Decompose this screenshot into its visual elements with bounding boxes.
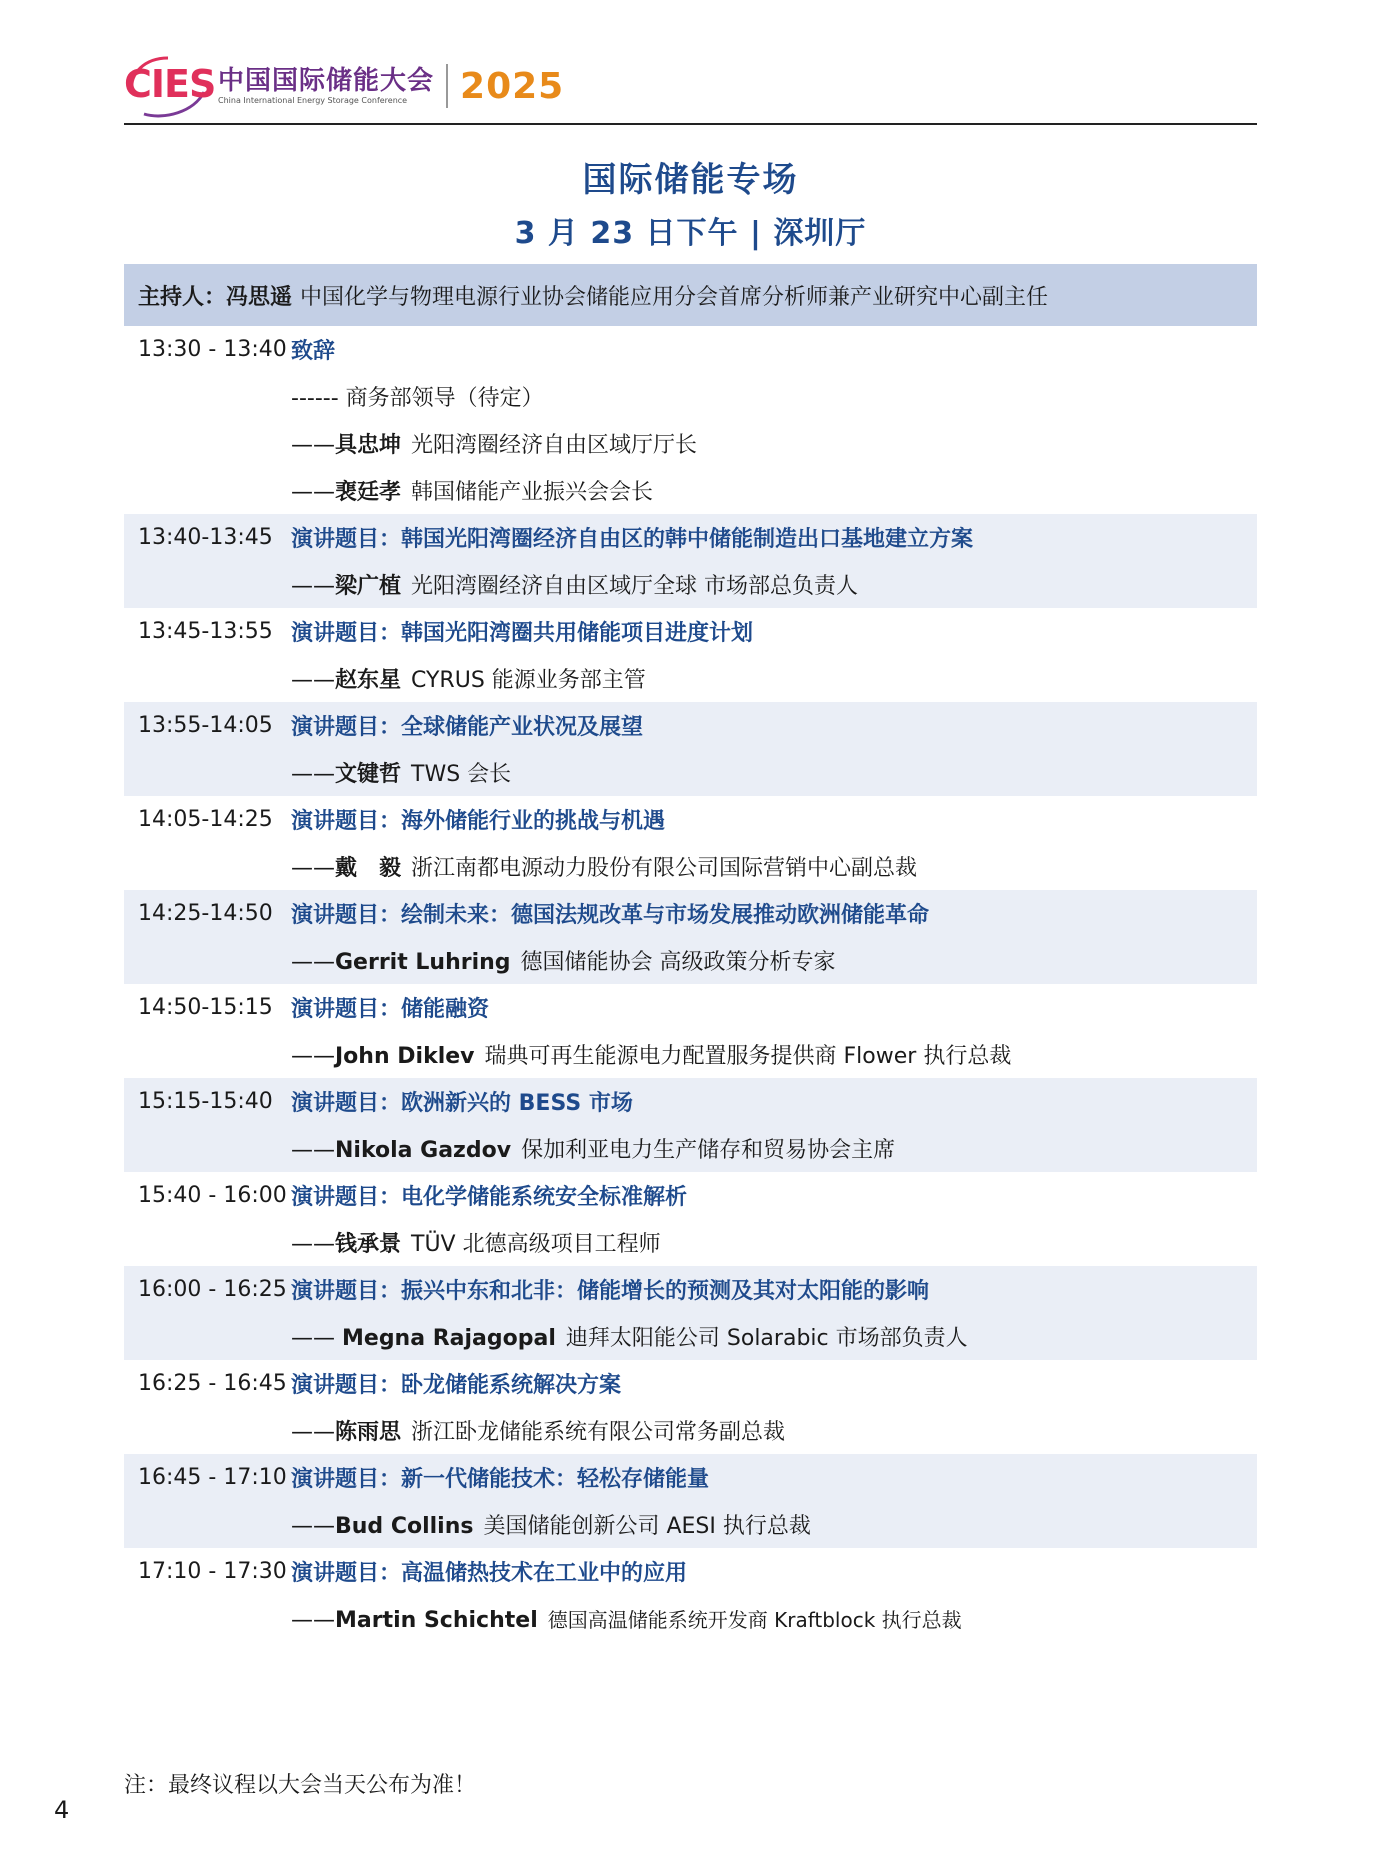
- session-title: 演讲题目：新一代储能技术：轻松存储能量: [291, 1467, 710, 1492]
- session-time: 13:45-13:55: [138, 619, 273, 644]
- speaker-role: 美国储能创新公司 AESI 执行总裁: [483, 1514, 811, 1539]
- agenda-session: [124, 890, 1257, 984]
- speaker-line: [124, 420, 1257, 467]
- session-header: [124, 608, 1257, 655]
- session-time: 16:00 - 16:25: [138, 1277, 287, 1302]
- speaker-role: TWS 会长: [411, 762, 512, 787]
- host-bar: [124, 264, 1257, 326]
- speaker-dash: ——: [291, 1138, 335, 1163]
- logo-letters: CIES: [124, 62, 216, 106]
- session-title: 演讲题目：储能融资: [291, 997, 490, 1022]
- speaker-line: [124, 561, 1257, 608]
- session-time: 15:40 - 16:00: [138, 1183, 287, 1208]
- speaker-dash: ——: [291, 1514, 335, 1539]
- agenda-session: [124, 514, 1257, 608]
- speaker-line: [124, 467, 1257, 514]
- speaker-line: [124, 1125, 1257, 1172]
- speaker-dash: ------: [291, 386, 346, 411]
- agenda-session: [124, 984, 1257, 1078]
- speaker-line: [124, 1501, 1257, 1548]
- session-header: [124, 702, 1257, 749]
- session-time: 13:40-13:45: [138, 525, 273, 550]
- speaker-name: Bud Collins: [335, 1514, 474, 1539]
- session-header: [124, 1454, 1257, 1501]
- session-title: 演讲题目：欧洲新兴的 BESS 市场: [291, 1091, 633, 1116]
- speaker-dash: ——: [291, 433, 335, 458]
- session-title: 演讲题目：振兴中东和北非：储能增长的预测及其对太阳能的影响: [291, 1279, 930, 1304]
- session-title: 演讲题目：卧龙储能系统解决方案: [291, 1373, 622, 1398]
- logo-chinese-name: 中国国际储能大会: [218, 66, 435, 96]
- logo-divider: [446, 64, 448, 108]
- page-number: 4: [54, 1796, 70, 1824]
- agenda-session: [124, 702, 1257, 796]
- session-header: [124, 1078, 1257, 1125]
- session-time: 16:25 - 16:45: [138, 1371, 287, 1396]
- session-title: 演讲题目：电化学储能系统安全标准解析: [291, 1185, 688, 1210]
- session-time: 16:45 - 17:10: [138, 1465, 287, 1490]
- speaker-role: 瑞典可再生能源电力配置服务提供商 Flower 执行总裁: [484, 1044, 1012, 1069]
- session-time: 17:10 - 17:30: [138, 1559, 287, 1584]
- speaker-dash: ——: [291, 480, 335, 505]
- speaker-dash: ——: [291, 1232, 335, 1257]
- logo-year: 2025: [460, 65, 565, 107]
- speaker-dash: ——: [291, 1044, 335, 1069]
- session-header: [124, 326, 1257, 373]
- speaker-role: 德国高温储能系统开发商 Kraftblock 执行总裁: [547, 1608, 962, 1632]
- session-header: [124, 1172, 1257, 1219]
- speaker-name: Megna Rajagopal: [342, 1326, 556, 1351]
- agenda-session: [124, 1548, 1257, 1642]
- header-rule: [124, 123, 1257, 125]
- speaker-name: 陈雨思: [335, 1420, 402, 1445]
- page-title: 国际储能专场: [582, 160, 799, 200]
- speaker-name: 戴 毅: [335, 856, 402, 881]
- speaker-role: 浙江卧龙储能系统有限公司常务副总裁: [411, 1420, 786, 1445]
- speaker-name: Martin Schichtel: [335, 1608, 538, 1633]
- speaker-role: 保加利亚电力生产储存和贸易协会主席: [521, 1138, 896, 1163]
- speaker-line: [124, 373, 1257, 420]
- speaker-line: [124, 937, 1257, 984]
- speaker-name: 具忠坤: [335, 433, 402, 458]
- speaker-dash: ——: [291, 1420, 335, 1445]
- speaker-line: [124, 1031, 1257, 1078]
- session-time: 14:50-15:15: [138, 995, 273, 1020]
- speaker-line: [124, 843, 1257, 890]
- cies-logo-mark: [124, 52, 216, 120]
- agenda-session: [124, 1172, 1257, 1266]
- agenda-note: 注：最终议程以大会当天公布为准！: [124, 1773, 477, 1798]
- logo-english-name: China International Energy Storage Conference: [218, 96, 408, 105]
- speaker-dash: ——: [291, 856, 335, 881]
- speaker-line: [124, 1219, 1257, 1266]
- speaker-line: [124, 655, 1257, 702]
- session-time: 13:55-14:05: [138, 713, 273, 738]
- speaker-name: John Diklev: [335, 1044, 475, 1069]
- speaker-name: 钱承景: [335, 1232, 402, 1257]
- speaker-dash: ——: [291, 1326, 342, 1351]
- session-header: [124, 984, 1257, 1031]
- speaker-dash: ——: [291, 1608, 335, 1633]
- speaker-role: 光阳湾圈经济自由区域厅全球 市场部总负责人: [411, 574, 859, 599]
- session-header: [124, 1360, 1257, 1407]
- conference-logo: [124, 52, 564, 120]
- session-title: 演讲题目：高温储热技术在工业中的应用: [291, 1561, 688, 1586]
- session-header: [124, 1548, 1257, 1595]
- agenda-session: [124, 1454, 1257, 1548]
- session-title: 演讲题目：绘制未来：德国法规改革与市场发展推动欧洲储能革命: [291, 903, 930, 928]
- page-subtitle: 3 月 23 日下午 | 深圳厅: [514, 216, 867, 251]
- session-header: [124, 1266, 1257, 1313]
- agenda-session: [124, 1266, 1257, 1360]
- session-time: 14:25-14:50: [138, 901, 273, 926]
- agenda-session: [124, 1360, 1257, 1454]
- host-label: 主持人：: [138, 284, 227, 310]
- agenda-table: [124, 326, 1257, 1642]
- speaker-name: Nikola Gazdov: [335, 1138, 512, 1163]
- speaker-role: 德国储能协会 高级政策分析专家: [520, 950, 836, 975]
- session-title: 演讲题目：海外储能行业的挑战与机遇: [291, 809, 666, 834]
- session-time: 14:05-14:25: [138, 807, 273, 832]
- speaker-line: [124, 749, 1257, 796]
- speaker-dash: ——: [291, 950, 335, 975]
- agenda-session: [124, 326, 1257, 514]
- speaker-role: 迪拜太阳能公司 Solarabic 市场部负责人: [565, 1326, 968, 1351]
- session-header: [124, 514, 1257, 561]
- session-title: 演讲题目：韩国光阳湾圈共用储能项目进度计划: [291, 621, 754, 646]
- session-time: 15:15-15:40: [138, 1089, 273, 1114]
- speaker-dash: ——: [291, 762, 335, 787]
- speaker-name: 赵东星: [335, 668, 402, 693]
- speaker-name: Gerrit Luhring: [335, 950, 511, 975]
- session-header: [124, 796, 1257, 843]
- agenda-session: [124, 1078, 1257, 1172]
- session-title: 演讲题目：韩国光阳湾圈经济自由区的韩中储能制造出口基地建立方案: [291, 527, 974, 552]
- session-title: 演讲题目：全球储能产业状况及展望: [291, 715, 644, 740]
- agenda-session: [124, 796, 1257, 890]
- speaker-line: [124, 1407, 1257, 1454]
- session-title: 致辞: [291, 339, 336, 364]
- speaker-role: TÜV 北德高级项目工程师: [411, 1232, 661, 1257]
- speaker-dash: ——: [291, 574, 335, 599]
- speaker-name: 梁广植: [335, 574, 402, 599]
- speaker-role: CYRUS 能源业务部主管: [411, 668, 646, 693]
- speaker-role: 浙江南都电源动力股份有限公司国际营销中心副总裁: [411, 856, 918, 881]
- speaker-role: 光阳湾圈经济自由区域厅厅长: [411, 433, 698, 458]
- speaker-line: [124, 1595, 1257, 1642]
- speaker-name: 文键哲: [335, 762, 402, 787]
- speaker-role: 商务部领导（待定）: [345, 386, 544, 411]
- session-header: [124, 890, 1257, 937]
- speaker-line: [124, 1313, 1257, 1360]
- agenda-session: [124, 608, 1257, 702]
- speaker-dash: ——: [291, 668, 335, 693]
- speaker-role: 韩国储能产业振兴会会长: [411, 480, 654, 505]
- host-name: 冯思遥: [226, 284, 293, 310]
- session-time: 13:30 - 13:40: [138, 337, 287, 362]
- logo-text: [218, 66, 434, 106]
- host-role: 中国化学与物理电源行业协会储能应用分会首席分析师兼产业研究中心副主任: [300, 284, 1049, 310]
- speaker-name: 裵廷孝: [335, 480, 402, 505]
